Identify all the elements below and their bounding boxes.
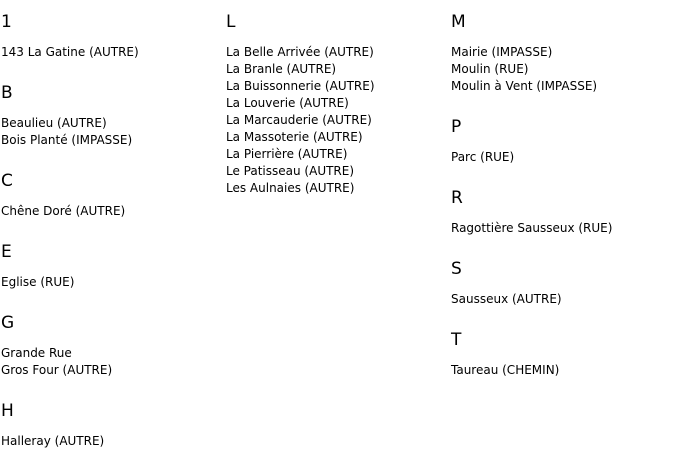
street-list [451, 149, 675, 166]
street-list [451, 362, 675, 379]
street-item: Moulin (RUE) [451, 62, 529, 76]
street-item: Moulin à Vent (IMPASSE) [451, 79, 598, 93]
street-item: 143 La Gatine (AUTRE) [1, 45, 139, 59]
street-item: Sausseux (AUTRE) [451, 292, 562, 306]
street-index-column-1 [1, 0, 225, 472]
letter-section [1, 83, 225, 149]
letter-section [1, 242, 225, 291]
section-letter-heading: R [451, 188, 463, 208]
street-item: Grande Rue [1, 346, 72, 360]
street-item: La Belle Arrivée (AUTRE) [226, 45, 374, 59]
section-letter-heading: L [226, 12, 236, 32]
section-letter-heading: B [1, 83, 13, 103]
street-list [1, 115, 225, 149]
street-item: La Buissonnerie (AUTRE) [226, 79, 375, 93]
section-letter-heading: S [451, 259, 462, 279]
street-index-column-3 [451, 0, 675, 401]
street-item: Bois Planté (IMPASSE) [1, 133, 133, 147]
letter-section [1, 313, 225, 379]
street-item: Gros Four (AUTRE) [1, 363, 113, 377]
street-item: Les Aulnaies (AUTRE) [226, 181, 355, 195]
street-item: La Pierrière (AUTRE) [226, 147, 348, 161]
street-list [1, 44, 225, 61]
section-letter-heading: H [1, 401, 14, 421]
street-item: Le Patisseau (AUTRE) [226, 164, 355, 178]
street-item: Parc (RUE) [451, 150, 515, 164]
letter-section [451, 12, 675, 95]
street-list [1, 433, 225, 450]
letter-section [451, 117, 675, 166]
letter-section [226, 12, 450, 197]
street-item: La Massoterie (AUTRE) [226, 130, 363, 144]
letter-section [451, 259, 675, 308]
street-item: La Marcauderie (AUTRE) [226, 113, 372, 127]
street-list [451, 220, 675, 237]
letter-section [1, 171, 225, 220]
section-letter-heading: M [451, 12, 466, 32]
street-index-column-2 [226, 0, 450, 219]
street-list [451, 291, 675, 308]
street-item: La Louverie (AUTRE) [226, 96, 349, 110]
letter-section [1, 401, 225, 450]
section-letter-heading: G [1, 313, 15, 333]
street-list [451, 44, 675, 95]
section-letter-heading: C [1, 171, 13, 191]
section-letter-heading: P [451, 117, 462, 137]
street-list [1, 345, 225, 379]
street-item: Beaulieu (AUTRE) [1, 116, 107, 130]
street-item: Chêne Doré (AUTRE) [1, 204, 126, 218]
street-item: La Branle (AUTRE) [226, 62, 337, 76]
street-list [226, 44, 450, 197]
street-item: Halleray (AUTRE) [1, 434, 105, 448]
street-item: Mairie (IMPASSE) [451, 45, 553, 59]
letter-section [451, 188, 675, 237]
street-item: Eglise (RUE) [1, 275, 75, 289]
section-letter-heading: T [451, 330, 462, 350]
section-letter-heading: 1 [1, 12, 12, 32]
street-list [1, 203, 225, 220]
street-item: Taureau (CHEMIN) [451, 363, 560, 377]
letter-section [1, 12, 225, 61]
section-letter-heading: E [1, 242, 12, 262]
letter-section [451, 330, 675, 379]
street-item: Ragottière Sausseux (RUE) [451, 221, 613, 235]
street-list [1, 274, 225, 291]
